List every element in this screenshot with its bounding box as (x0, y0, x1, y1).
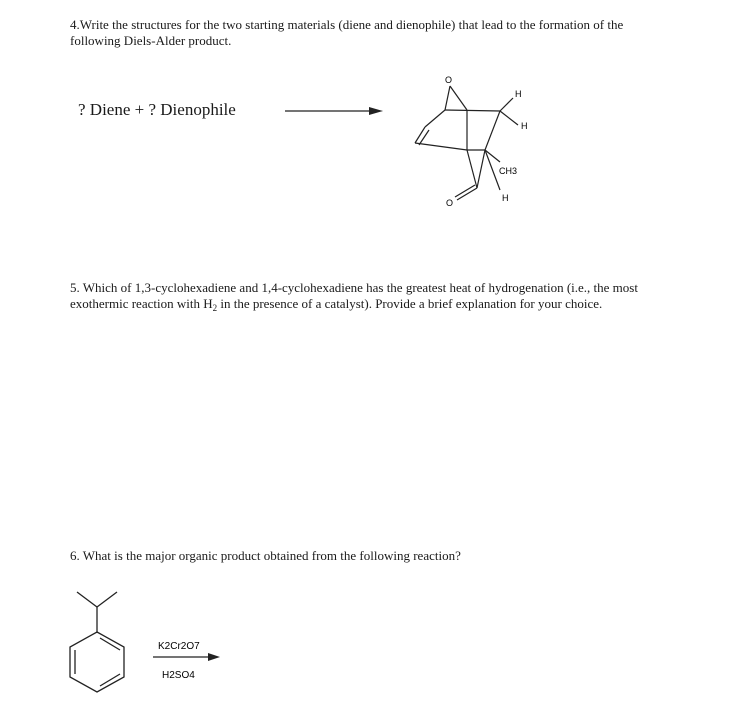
cumene-structure (60, 580, 140, 710)
question-5-text-a: Which of 1,3-cyclohexadiene and 1,4-cyclohexadiene has the greatest heat of hydrogenation (i.e., the most exothermic reaction with H (70, 280, 638, 311)
bridge-oxygen-label: O (445, 75, 453, 85)
reaction-equation-left: ? Diene + ? Dienophile (78, 100, 236, 119)
reaction-arrow-4 (285, 104, 385, 118)
hydrogen-label-top: H (515, 89, 522, 99)
reagent-top: K2Cr2O7 (158, 641, 200, 652)
carbonyl-oxygen-label: O (446, 198, 454, 208)
question-4 (70, 17, 670, 49)
question-5-subscript: 2 (212, 303, 218, 313)
question-5-text-b: in the presence of a catalyst). Provide a brief explanation for your choice. (217, 296, 603, 311)
hydrogen-label-mid: H (521, 121, 528, 131)
hydrogen-label-bottom: H (502, 193, 509, 203)
reaction-arrow-6 (150, 635, 230, 690)
diels-alder-product-structure (405, 70, 555, 215)
question-5-number: 5. (70, 280, 80, 295)
question-6-text: What is the major organic product obtained from the following reaction? (82, 548, 461, 563)
methyl-label: CH3 (499, 166, 518, 176)
reagent-bottom: H2SO4 (162, 670, 195, 681)
question-6 (70, 548, 670, 564)
question-5 (70, 280, 670, 316)
question-4-number: 4. (70, 17, 80, 32)
question-6-number: 6. (70, 548, 80, 563)
question-4-text: Write the structures for the two starting materials (diene and dienophile) that lead to the formation of the following Diels-Alder product. (70, 17, 624, 48)
